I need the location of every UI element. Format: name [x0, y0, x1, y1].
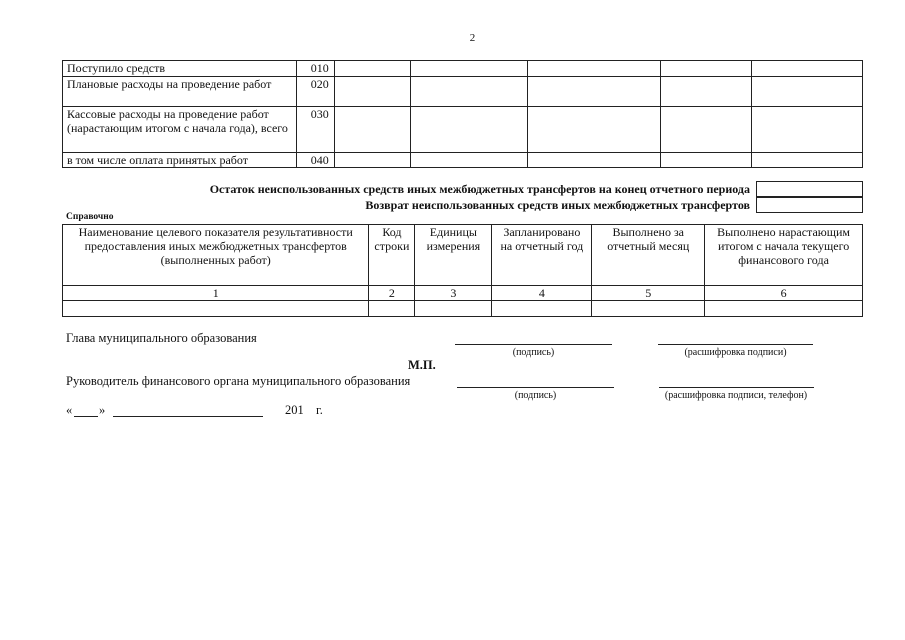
decoding-caption: (расшифровка подписи) — [684, 347, 787, 358]
year-digit-field[interactable] — [305, 415, 315, 416]
signature-caption: (подпись) — [514, 390, 557, 401]
row-code: 040 — [296, 153, 334, 168]
year-suffix: г. — [316, 403, 323, 417]
data-cell[interactable] — [410, 107, 528, 153]
column-number: 5 — [592, 286, 705, 301]
row-code: 010 — [296, 61, 334, 77]
date-day-field[interactable] — [74, 415, 98, 417]
date-month-field[interactable] — [113, 415, 263, 417]
stamp-mark: М.П. — [408, 358, 436, 372]
reference-label: Справочно — [66, 212, 114, 222]
column-header: Выполнено нарастающим итогом с начала текущего финансового года — [705, 225, 863, 286]
data-cell[interactable] — [334, 107, 410, 153]
row-label: Поступило средств — [63, 61, 297, 77]
data-cell[interactable] — [63, 301, 369, 317]
row-label: в том числе оплата принятых работ — [63, 153, 297, 168]
decoding-phone-caption: (расшифровка подписи, телефон) — [664, 390, 808, 401]
indicator-table — [62, 224, 863, 317]
data-cell[interactable] — [592, 301, 705, 317]
column-number: 3 — [415, 286, 492, 301]
table-row — [63, 301, 863, 317]
date-close-quote: » — [99, 403, 106, 417]
data-cell[interactable] — [528, 153, 661, 168]
column-number: 2 — [369, 286, 415, 301]
column-number: 6 — [705, 286, 863, 301]
column-header: Запланировано на отчетный год — [492, 225, 592, 286]
data-cell[interactable] — [528, 61, 661, 77]
finance-decoding-line[interactable] — [659, 386, 814, 388]
data-cell[interactable] — [528, 77, 661, 107]
year-text: 201 — [285, 403, 304, 417]
data-cell[interactable] — [661, 61, 752, 77]
signature-caption: (подпись) — [512, 347, 555, 358]
page-number: 2 — [469, 32, 476, 44]
head-title: Глава муниципального образования — [66, 331, 257, 345]
data-cell[interactable] — [661, 77, 752, 107]
head-decoding-line[interactable] — [658, 343, 813, 345]
balance-field[interactable] — [756, 181, 863, 197]
data-cell[interactable] — [334, 77, 410, 107]
table-row — [63, 61, 863, 77]
data-cell[interactable] — [528, 107, 661, 153]
table-row — [63, 153, 863, 168]
data-cell[interactable] — [752, 153, 863, 168]
data-cell[interactable] — [410, 61, 528, 77]
data-cell[interactable] — [369, 301, 415, 317]
data-cell[interactable] — [492, 301, 592, 317]
column-header: Выполнено за отчетный месяц — [592, 225, 705, 286]
data-cell[interactable] — [752, 61, 863, 77]
finance-head-title: Руководитель финансового органа муниципального образования — [66, 374, 411, 388]
data-cell[interactable] — [334, 153, 410, 168]
data-cell[interactable] — [410, 153, 528, 168]
date-open-quote: « — [66, 403, 73, 417]
column-header: Наименование целевого показателя результативности предоставления иных межбюджетных трансфертов (выполненных работ) — [63, 225, 369, 286]
data-cell[interactable] — [752, 107, 863, 153]
column-number: 4 — [492, 286, 592, 301]
column-number: 1 — [63, 286, 369, 301]
data-cell[interactable] — [410, 77, 528, 107]
data-cell[interactable] — [661, 107, 752, 153]
data-cell[interactable] — [752, 77, 863, 107]
funds-table — [62, 60, 863, 168]
return-label: Возврат неиспользованных средств иных межбюджетных трансфертов — [365, 198, 750, 212]
head-signature-line[interactable] — [455, 343, 612, 345]
column-header: Код строки — [369, 225, 415, 286]
return-field[interactable] — [756, 197, 863, 213]
data-cell[interactable] — [415, 301, 492, 317]
row-code: 020 — [296, 77, 334, 107]
header-row — [63, 225, 863, 286]
data-cell[interactable] — [705, 301, 863, 317]
row-code: 030 — [296, 107, 334, 153]
finance-signature-line[interactable] — [457, 386, 614, 388]
table-row — [63, 107, 863, 153]
row-label: Кассовые расходы на проведение работ (нарастающим итогом с начала года), всего — [63, 107, 297, 153]
table-row — [63, 77, 863, 107]
balance-label: Остаток неиспользованных средств иных межбюджетных трансфертов на конец отчетного периода — [209, 182, 750, 196]
data-cell[interactable] — [334, 61, 410, 77]
data-cell[interactable] — [661, 153, 752, 168]
row-label: Плановые расходы на проведение работ — [63, 77, 297, 107]
column-number-row — [63, 286, 863, 301]
column-header: Единицы измерения — [415, 225, 492, 286]
